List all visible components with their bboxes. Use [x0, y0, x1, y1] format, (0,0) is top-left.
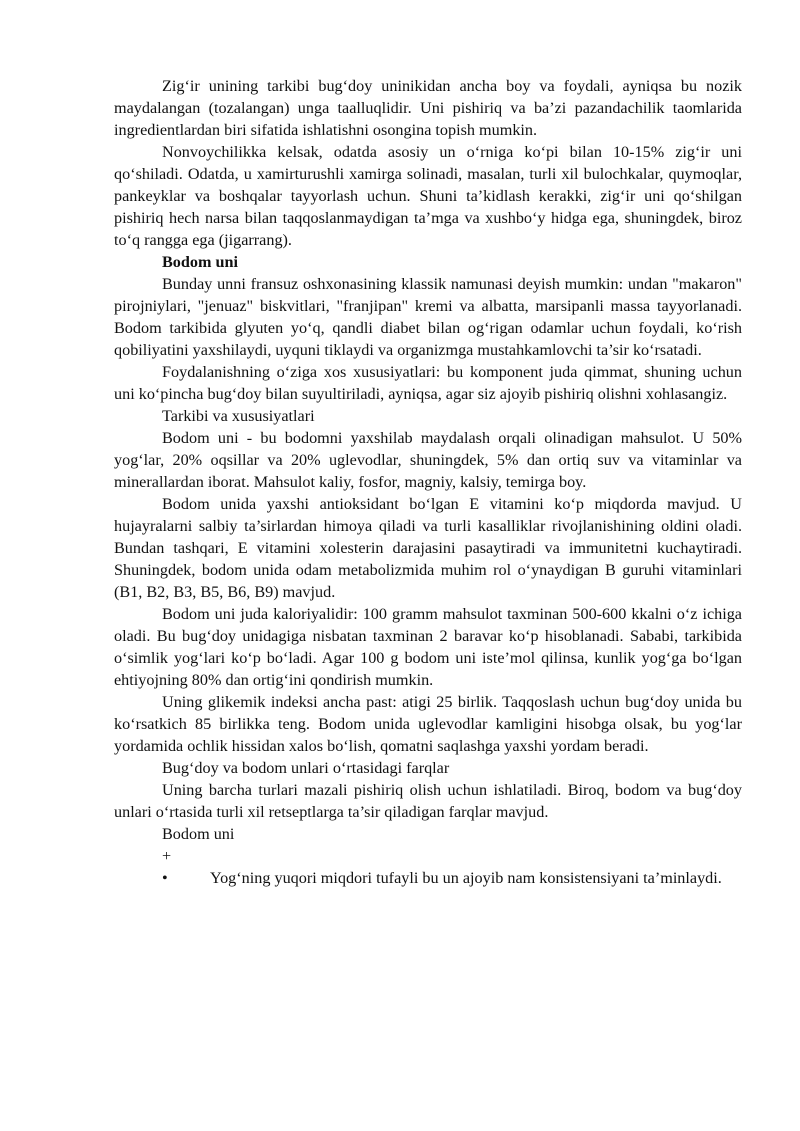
paragraph-vitamin-e: Bodom unida yaxshi antioksidant bo‘lgan E vitamini ko‘p miqdorda mavjud. U hujayralarni salbiy ta’sirlardan himoya qiladi va turli kasalliklar rivojlanishining oldini oladi. Bundan tashqari, E vitamini xolesterin darajasini pasaytiradi va immunitetni kuchaytiradi. Shuningdek, bodom unida odam metabolizmida muhim rol o‘ynaydigan B guruhi vitaminlari (B1, B2, B3, B5, B6, B9) mavjud.: [114, 495, 742, 601]
bullet-text: Yog‘ning yuqori miqdori tufayli bu un ajoyib nam konsistensiyani ta’minlaydi.: [210, 869, 722, 887]
subheading-almond-flour: Bodom uni: [162, 825, 235, 843]
document-page: [114, 75, 742, 889]
bullet-icon: •: [162, 869, 168, 887]
paragraph-glycemic-index: Uning glikemik indeksi ancha past: atigi 25 birlik. Taqqoslash uchun bug‘doy unida bu ko‘rsatkich 85 birlikka teng. Bodom unida uglevodlar kamligini hisobga olsak, bu yog‘lar yordamida ochlik hissidan xalos bo‘lish, qomatni saqlashga yaxshi yordam beradi.: [114, 693, 742, 755]
paragraph-almond-composition: Bodom uni - bu bodomni yaxshilab maydalash orqali olinadigan mahsulot. U 50% yog‘lar, 20% oqsillar va 20% uglevodlar, shuningdek, 5% dan ortiq suv va vitaminlar va minerallardan iborat. Mahsulot kaliy, fosfor, magniy, kalsiy, temirga boy.: [114, 429, 742, 491]
plus-sign: +: [162, 847, 172, 865]
paragraph-flax-flour-intro: Zig‘ir unining tarkibi bug‘doy uninikidan ancha boy va foydali, ayniqsa bu nozik maydalangan (tozalangan) unga taalluqlidir. Uni pishiriq va ba’zi pazandachilik taomlarida ingredientlardan biri sifatida ishlatishni osongina topish mumkin.: [114, 77, 742, 139]
paragraph-flax-baking: Nonvoychilikka kelsak, odatda asosiy un o‘rniga ko‘pi bilan 10-15% zig‘ir uni qo‘shiladi. Odatda, u xamirturushli xamirga solinadi, masalan, turli xil bulochkalar, quymoqlar, pankeyklar va boshqalar tayyorlash uchun. Shuni ta’kidlash kerakki, zig‘ir uni qo‘shilgan pishiriq hech narsa bilan taqqoslanmaydigan ta’mga va xushbo‘y hidga ega, shuningdek, biroz to‘q rangga ega (jigarrang).: [114, 143, 742, 249]
paragraph-differences: Uning barcha turlari mazali pishiriq olish uchun ishlatiladi. Biroq, bodom va bug‘doy unlari o‘rtasida turli xil retseptlarga ta’sir qiladigan farqlar mavjud.: [114, 781, 742, 821]
paragraph-almond-usage: Foydalanishning o‘ziga xos xususiyatlari: bu komponent juda qimmat, shuning uchun uni ko‘pincha bug‘doy bilan suyultiriladi, ayniqsa, agar siz ajoyib pishiriq olishni xohlasangiz.: [114, 363, 742, 403]
heading-almond-flour: Bodom uni: [162, 253, 239, 271]
subheading-composition: Tarkibi va xususiyatlari: [162, 407, 315, 425]
paragraph-almond-intro: Bunday unni fransuz oshxonasining klassik namunasi deyish mumkin: undan "makaron" pirojniylari, "jenuaz" biskvitlari, "franjipan" kremi va albatta, marsipanli massa tayyorlanadi. Bodom tarkibida glyuten yo‘q, qandli diabet bilan og‘rigan odamlar uchun foydali, ko‘rish qobiliyatini yaxshilaydi, uyquni tiklaydi va organizmga mustahkamlovchi ta’sir ko‘rsatadi.: [114, 275, 742, 359]
subheading-differences: Bug‘doy va bodom unlari o‘rtasidagi farqlar: [162, 759, 450, 777]
bullet-item: [114, 867, 742, 889]
paragraph-calories: Bodom uni juda kaloriyalidir: 100 gramm mahsulot taxminan 500-600 kkalni o‘z ichiga oladi. Bu bug‘doy unidagiga nisbatan taxminan 2 baravar ko‘p hisoblanadi. Sababi, tarkibida o‘simlik yog‘lari ko‘p bo‘ladi. Agar 100 g bodom uni iste’mol qilinsa, kunlik yog‘ga bo‘lgan ehtiyojning 80% dan ortig‘ini qondirish mumkin.: [114, 605, 742, 689]
